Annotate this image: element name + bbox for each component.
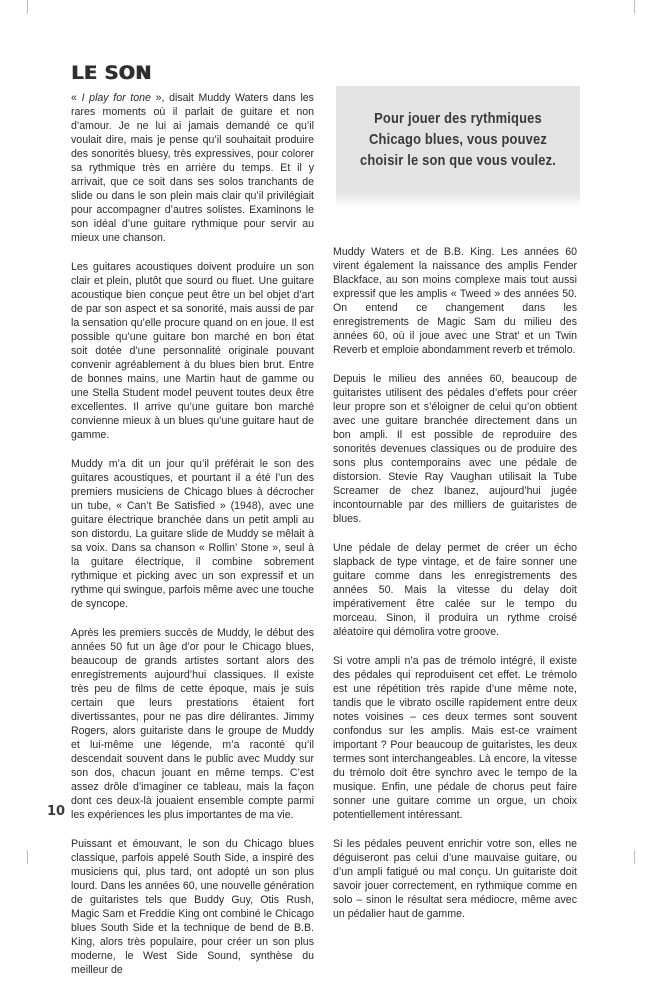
crop-mark-bottom-right bbox=[634, 850, 635, 864]
paragraph-muddy: Muddy m’a dit un jour qu’il préférait le son des guitares acoustiques, et pourtant il a été l’un des premiers musiciens de Chicago blues à décrocher un tube, « Can’t Be Satisfied » (1948), avec une guitare électrique branchée dans un petit ampli au son distordu. La guitare slide de Muddy se mêlait à sa voix. Dans sa chanson « Rollin’ Stone », seul à la guitare électrique, il combine sobrement rythmique et picking avec un son expressif et un rythme qui swingue, parfois même avec une touche de syncope. bbox=[71, 458, 314, 610]
pull-quote-box bbox=[336, 86, 580, 192]
paragraph-conclusion: Si les pédales peuvent enrichir votre son, elles ne déguiseront pas celui d’une mauvaise guitare, ou d’un ampli fatigué ou mal conçu. Un guitariste doit savoir jouer correctement, en rythmique comme en solo – sinon le résultat sera médiocre, même avec un pédalier haut de gamme. bbox=[333, 838, 577, 920]
quote-italic: I play for tone bbox=[81, 92, 151, 104]
crop-mark-bottom-left bbox=[27, 850, 28, 864]
section-heading: LE SON bbox=[71, 62, 152, 84]
right-column bbox=[333, 245, 577, 936]
page-number: 10 bbox=[47, 804, 66, 819]
crop-mark-top-right bbox=[634, 0, 635, 14]
paragraph-intro-rest: », disait Muddy Waters dans les rares moments où il parlait de guitare et non d’amour. Je ne lui ai jamais demandé ce qu’il voulait dire, mais je pense qu’il souhaitait produire des sonorités bluesy, très expressives, pour colorer sa rythmique très en arrière du temps. Et il y arrivait, que ce soit dans ses solos tranchants de slide ou dans le son plein mais clair qu’il privilégiait pour accompagner d’autres solistes. Examinons le son idéal d’une guitare rythmique pour servir au mieux une chanson. bbox=[71, 92, 314, 244]
paragraph-golden-age: Après les premiers succès de Muddy, le début des années 50 fut un âge d’or pour le Chicago blues, beaucoup de grands artistes sortant alors des enregistrements aujourd’hui classiques. Il existe très peu de films de cette époque, mais je suis certain que leurs prestations étaient fort divertissantes, pour ne pas dire délirantes. Jimmy Rogers, alors guitariste dans le groupe de Muddy et lui-même une légende, m’a raconté qu’il descendait souvent dans le public avec Muddy sur son dos, chacun jouant en même temps. C’est assez drôle d’imaginer ce tableau, mais la façon dont ces deux-là jouaient ensemble compte parmi les expériences les plus importantes de ma vie. bbox=[71, 627, 314, 821]
pull-quote-text: Pour jouer des rythmiques Chicago blues, vous pouvez choisir le son que vous voulez. bbox=[359, 109, 556, 169]
paragraph-acoustic: Les guitares acoustiques doivent produire un son clair et plein, plutôt que sourd ou fluet. Une guitare acoustique bien conçue peut être un bel objet d’art de par son aspect et sa sonorité, mais aussi de par la sensation qu’elle procure quand on en joue. Il est possible qu’une guitare bon marché en bon état soit dotée d’une personnalité originale pouvant convenir agréablement à du blues bien brut. Entre de bonnes mains, une Martin haut de gamme ou une Stella Student model peuvent toutes deux être excellentes. Il arrive qu’une guitare bon marché convienne mieux à un blues qu’une guitare haut de gamme. bbox=[71, 261, 314, 441]
quote-open: « bbox=[71, 92, 82, 104]
paragraph-south-side: Puissant et émouvant, le son du Chicago blues classique, parfois appelé South Side, a inspiré des musiciens qui, plus tard, ont adopté un son plus lourd. Dans les années 60, une nouvelle génération de guitaristes tels que Buddy Guy, Otis Rush, Magic Sam et Freddie King ont combiné le Chicago blues South Side et la technique de bend de B.B. King, alors très populaire, pour créer un son plus moderne, le West Side Sound, synthèse du meilleur de bbox=[71, 838, 314, 976]
left-column bbox=[71, 91, 314, 992]
paragraph-tremolo: Si votre ampli n’a pas de trémolo intégré, il existe des pédales qui reproduisent cet effet. Le trémolo est une répétition très rapide d’une même note, tandis que le vibrato oscille rapidement entre deux notes voisines – ces deux termes sont souvent confondus sur les amplis. Mais est-ce vraiment important ? Pour beaucoup de guitaristes, les deux termes sont interchangeables. Là encore, la vitesse du trémolo doit être synchro avec le tempo de la musique. Enfin, une pédale de chorus peut faire sonner une guitare comme un orgue, un choix potentiellement intéressant. bbox=[333, 655, 577, 821]
paragraph-delay: Une pédale de delay permet de créer un écho slapback de type vintage, et de faire sonner une guitare comme dans les enregistrements des années 50. Mais la vitesse du delay doit impérativement être calée sur le tempo du morceau. Sinon, il produira un rythme croisé aléatoire qui démolira votre groove. bbox=[333, 542, 577, 638]
paragraph-intro bbox=[71, 91, 314, 245]
paragraph-pedals: Depuis le milieu des années 60, beaucoup de guitaristes utilisent des pédales d’effets pour créer leur propre son et s’éloigner de celui qu’on obtient avec une guitare branchée directement dans un bon ampli. Il est possible de reproduire des sonorités devenues classiques ou de produire des sons plus contemporains avec une pédale de distorsion. Stevie Ray Vaughan utilisait la Tube Screamer de chez Ibanez, aujourd’hui jugée incontournable par des milliers de guitaristes de blues. bbox=[333, 373, 577, 525]
paragraph-blackface: Muddy Waters et de B.B. King. Les années 60 virent également la naissance des amplis Fender Blackface, au son moins complexe mais tout aussi expressif que les amplis « Tweed » des années 50. On entend ce changement dans les enregistrements de Magic Sam du milieu des années 60, où il joue avec une Strat’ et un Twin Reverb et emploie abondamment reverb et trémolo. bbox=[333, 246, 577, 356]
crop-mark-top-left bbox=[27, 0, 28, 14]
